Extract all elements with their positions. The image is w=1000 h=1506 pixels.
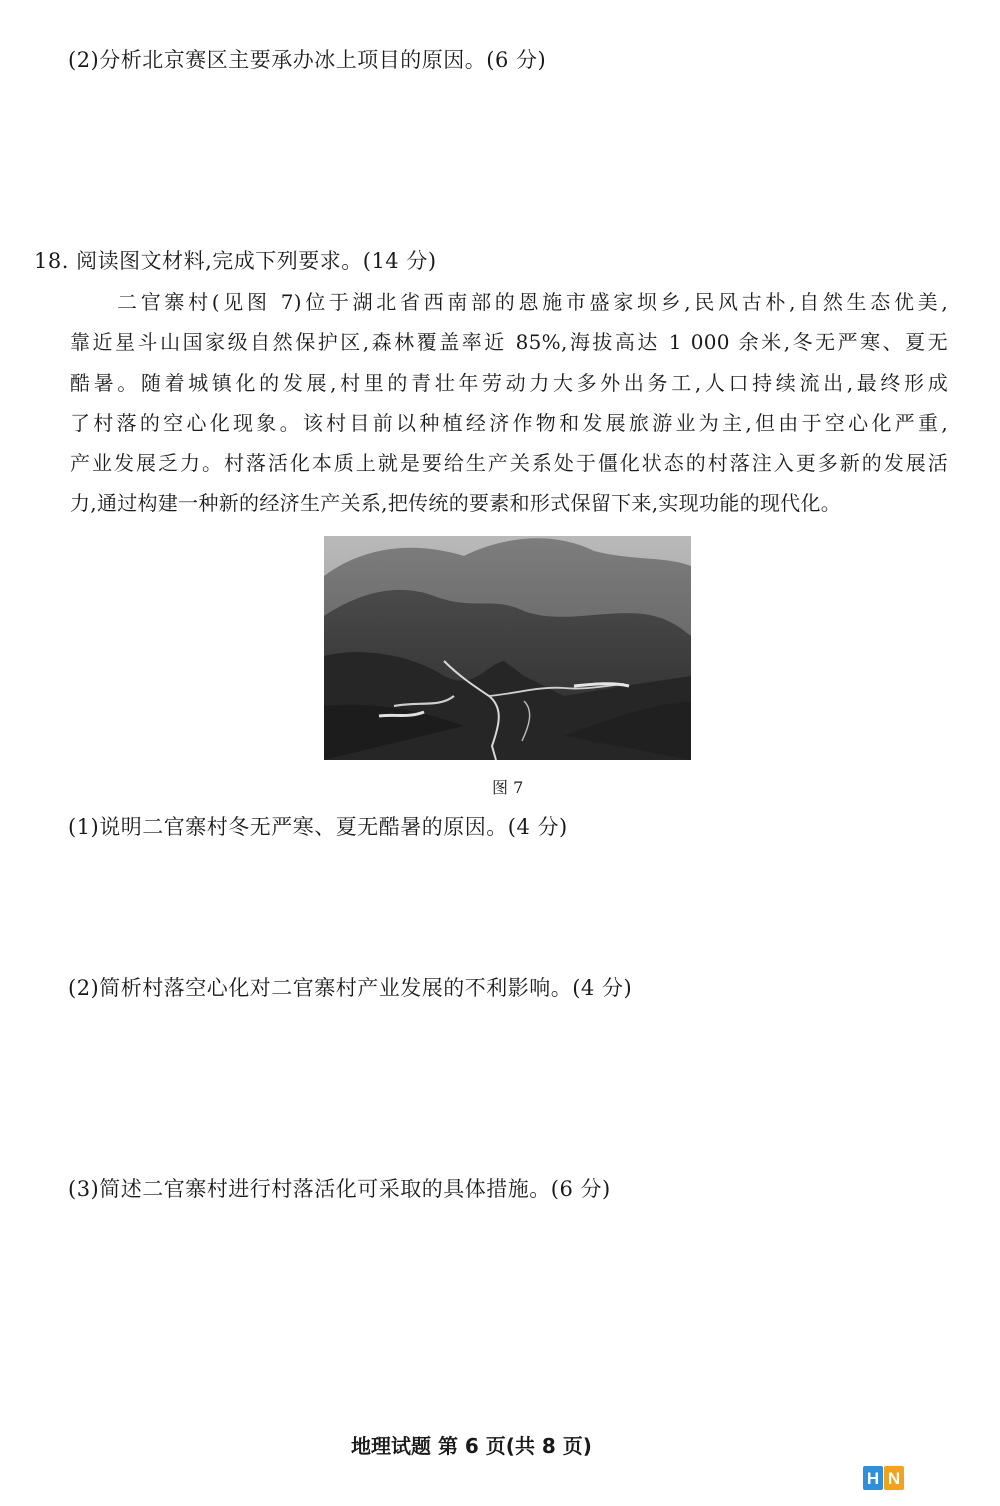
paragraph-line: 靠近星斗山国家级自然保护区,森林覆盖率近 85%,海拔高达 1 000 余米,冬无严寒、夏无 [70, 330, 948, 354]
sub-question-1: (1)说明二官寨村冬无严寒、夏无酷暑的原因。(4 分) [68, 815, 568, 839]
paragraph-line: 产业发展乏力。村落活化本质上就是要给生产关系处于僵化状态的村落注入更多新的发展活 [70, 451, 948, 475]
paragraph-line: 酷暑。随着城镇化的发展,村里的青壮年劳动力大多外出务工,人口持续流出,最终形成 [70, 371, 948, 395]
village-landscape-photo [324, 536, 691, 760]
paragraph-line: 二官寨村(见图 7)位于湖北省西南部的恩施市盛家坝乡,民风古朴,自然生态优美, [117, 290, 948, 314]
paragraph-line: 了村落的空心化现象。该村目前以种植经济作物和发展旅游业为主,但由于空心化严重, [70, 411, 948, 435]
logo-letter-n: N [887, 1469, 901, 1488]
sub-question-2: (2)简析村落空心化对二官寨村产业发展的不利影响。(4 分) [68, 976, 633, 1000]
paragraph-line: 力,通过构建一种新的经济生产关系,把传统的要素和形式保留下来,实现功能的现代化。 [70, 491, 842, 515]
mountain-valley-illustration [324, 536, 691, 760]
sub-question-3: (3)简述二官寨村进行村落活化可采取的具体措施。(6 分) [68, 1177, 611, 1201]
hn-logo-icon [862, 1464, 906, 1494]
question-18-heading: 18. 阅读图文材料,完成下列要求。(14 分) [34, 249, 437, 273]
question-17-part-2: (2)分析北京赛区主要承办冰上项目的原因。(6 分) [68, 48, 547, 72]
logo-letter-h: H [866, 1469, 880, 1488]
page-footer: 地理试题 第 6 页(共 8 页) [351, 1434, 592, 1458]
hn-logo [862, 1464, 906, 1494]
figure-caption: 图 7 [492, 778, 524, 797]
